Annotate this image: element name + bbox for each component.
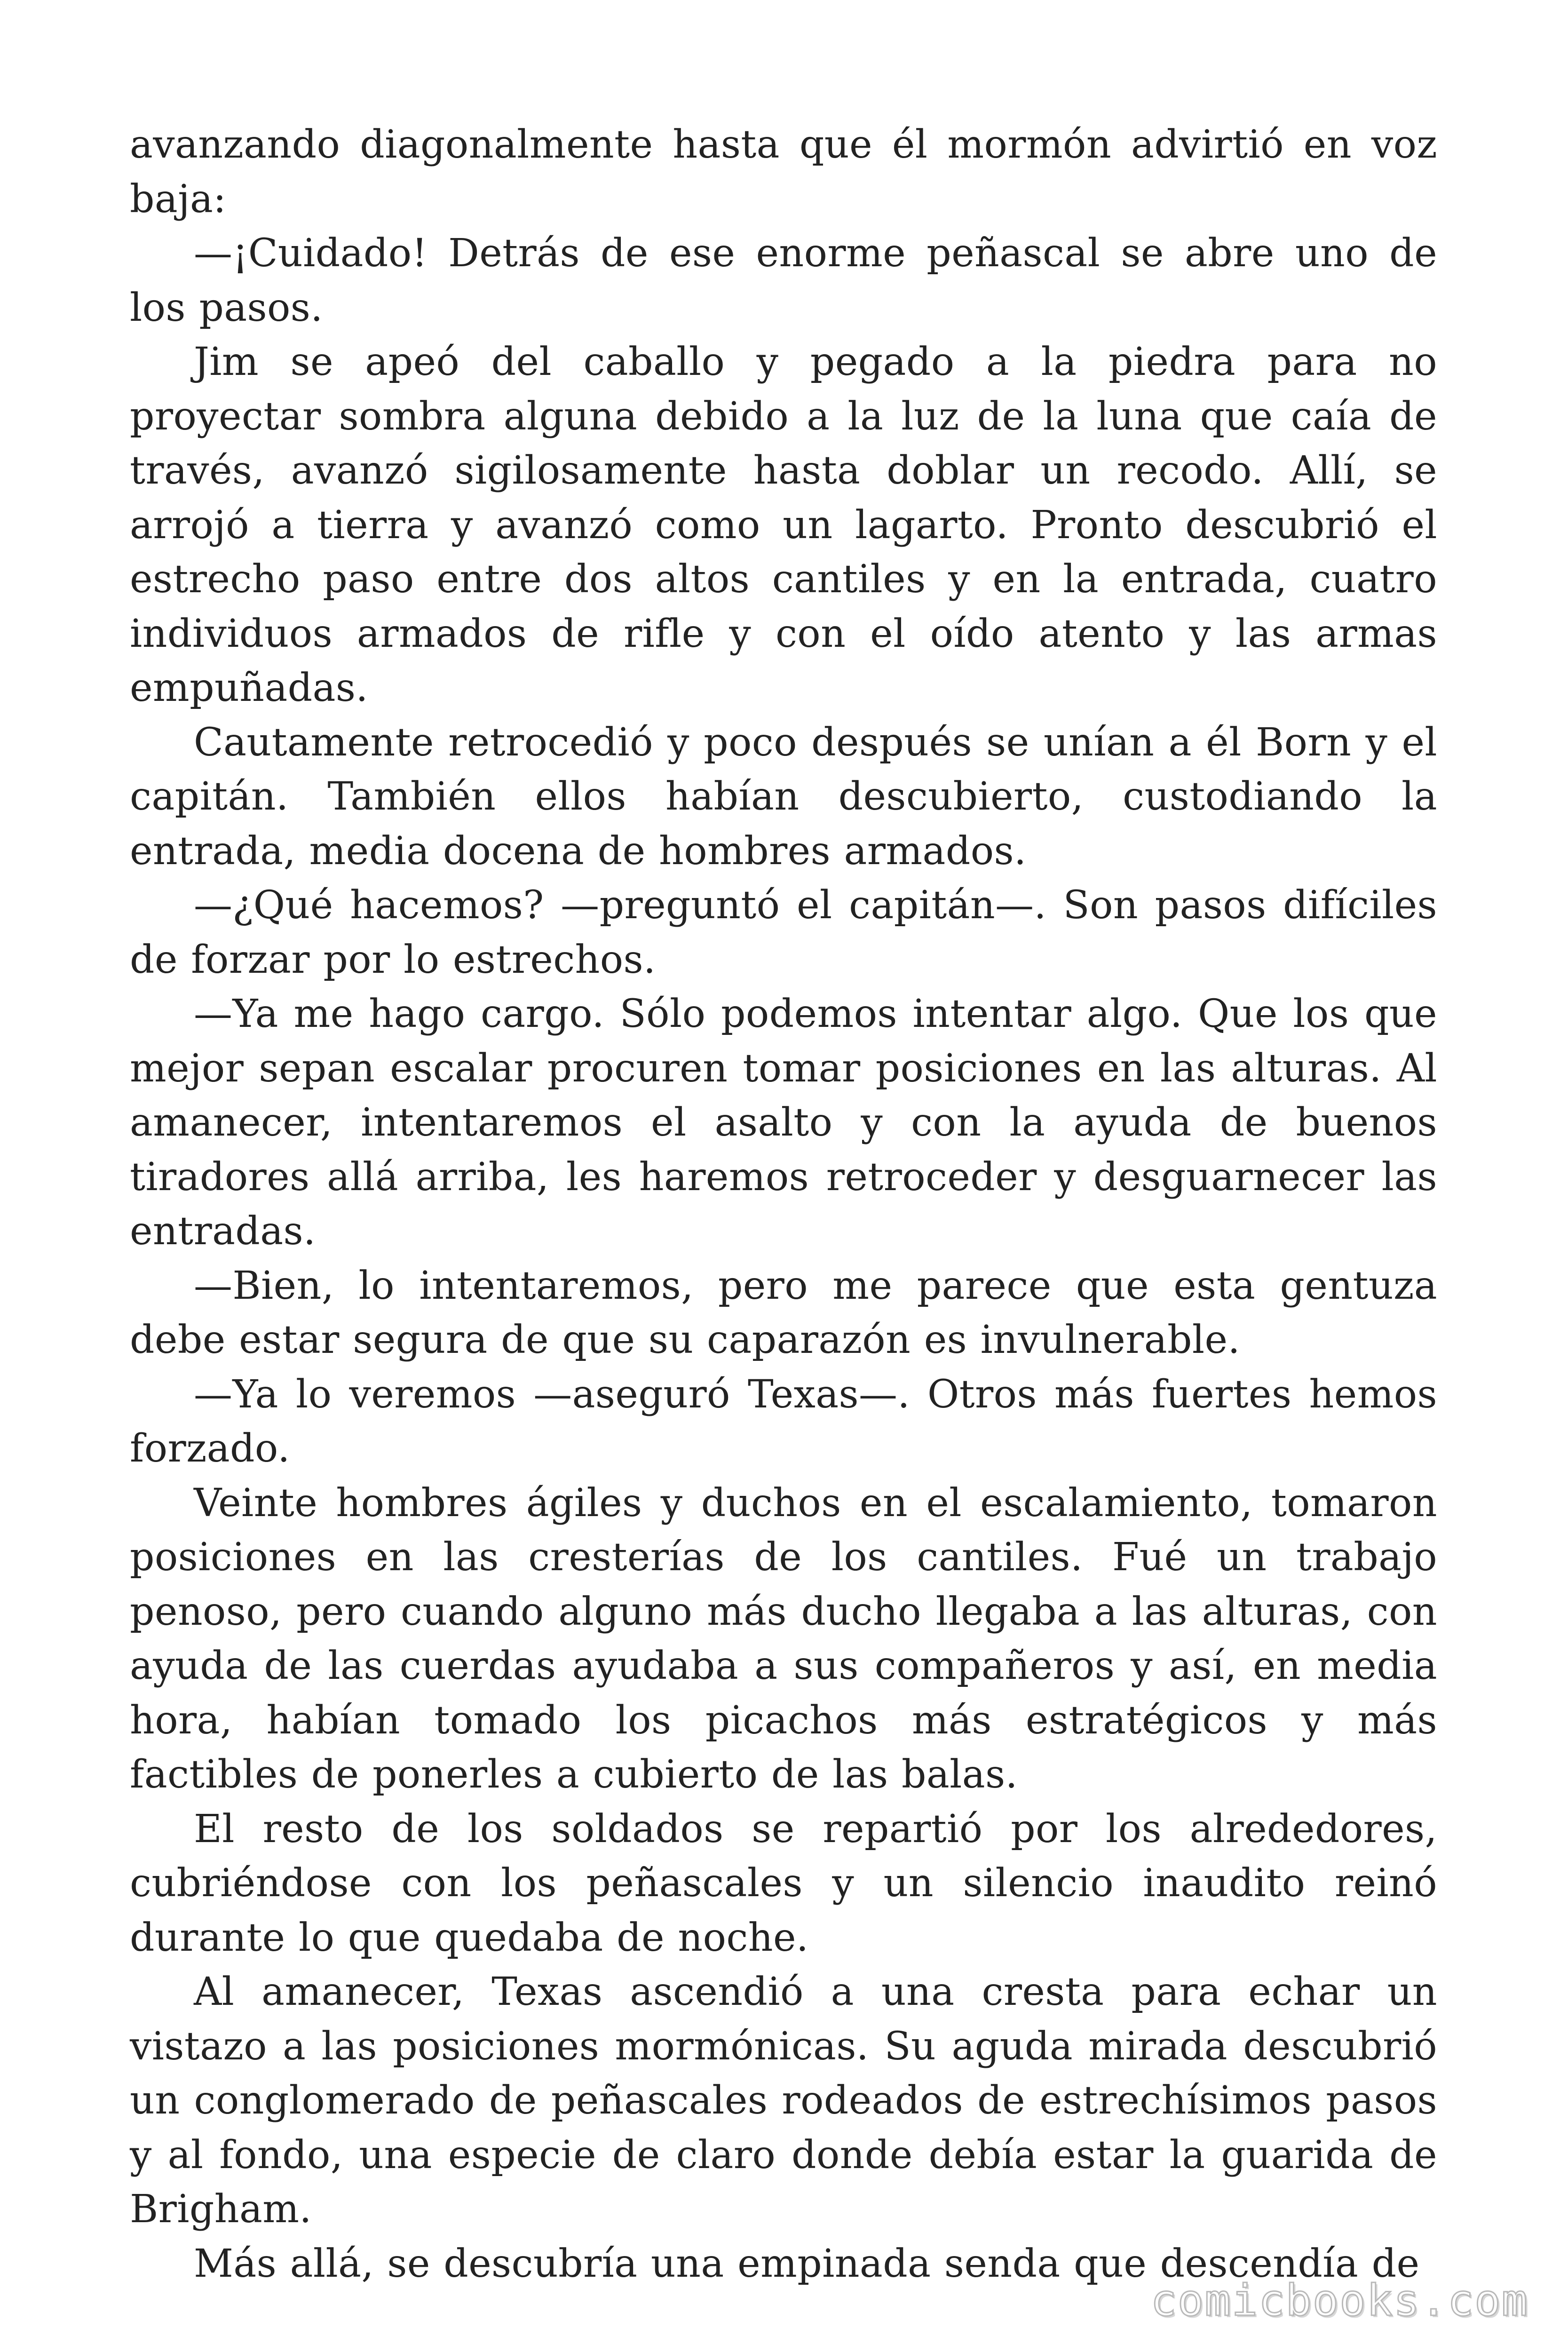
paragraph-11: Al amanecer, Texas ascendió a una cresta para echar un vistazo a las posiciones mormónicas. Su aguda mirada descubrió un conglomerado de peñascales rodeados de estrechísimos pasos y al fondo, una especie de claro donde debía estar la guarida de Brigham. (130, 1970, 1437, 2232)
paragraph-9: Veinte hombres ágiles y duchos en el escalamiento, tomaron posiciones en las cresterías de los cantiles. Fué un trabajo penoso, pero cuando alguno más ducho llegaba a las alturas, con ayuda de las cuerdas ayudaba a sus compañeros y así, en media hora, habían tomado los picachos más estratégicos y más factibles de ponerles a cubierto de las balas. (130, 1480, 1437, 1797)
paragraph-8: —Ya lo veremos —aseguró Texas—. Otros más fuertes hemos forzado. (130, 1372, 1437, 1471)
paragraph-10: El resto de los soldados se repartió por los alrededores, cubriéndose con los peñascales y un silencio inaudito reinó durante lo que quedaba de noche. (130, 1806, 1437, 1960)
paragraph-3: Jim se apeó del caballo y pegado a la piedra para no proyectar sombra alguna debido a la luz de la luna que caía de través, avanzó sigilosamente hasta doblar un recodo. Allí, se arrojó a tierra y avanzó como un lagarto. Pronto descubrió el estrecho paso entre dos altos cantiles y en la entrada, cuatro individuos armados de rifle y con el oído atento y las armas empuñadas. (130, 340, 1437, 710)
watermark-text: comicbooks.com (1150, 2275, 1528, 2326)
paragraph-5: —¿Qué hacemos? —preguntó el capitán—. Son pasos difíciles de forzar por lo estrechos. (130, 883, 1437, 982)
paragraph-7: —Bien, lo intentaremos, pero me parece que esta gentuza debe estar segura de que su caparazón es invulnerable. (130, 1263, 1437, 1362)
paragraph-1: avanzando diagonalmente hasta que él mormón advirtió en voz baja: (130, 122, 1437, 222)
paragraph-12: Más allá, se descubría una empinada senda que descendía de (194, 2241, 1420, 2286)
paragraph-4: Cautamente retrocedió y poco después se unían a él Born y el capitán. También ellos habían descubierto, custodiando la entrada, media docena de hombres armados. (130, 720, 1437, 874)
paragraph-2: —¡Cuidado! Detrás de ese enorme peñascal se abre uno de los pasos. (130, 231, 1437, 330)
book-page-body (130, 118, 1437, 2291)
paragraph-6: —Ya me hago cargo. Sólo podemos intentar algo. Que los que mejor sepan escalar procuren tomar posiciones en las alturas. Al amanecer, intentaremos el asalto y con la ayuda de buenos tiradores allá arriba, les haremos retroceder y desguarnecer las entradas. (130, 992, 1437, 1254)
